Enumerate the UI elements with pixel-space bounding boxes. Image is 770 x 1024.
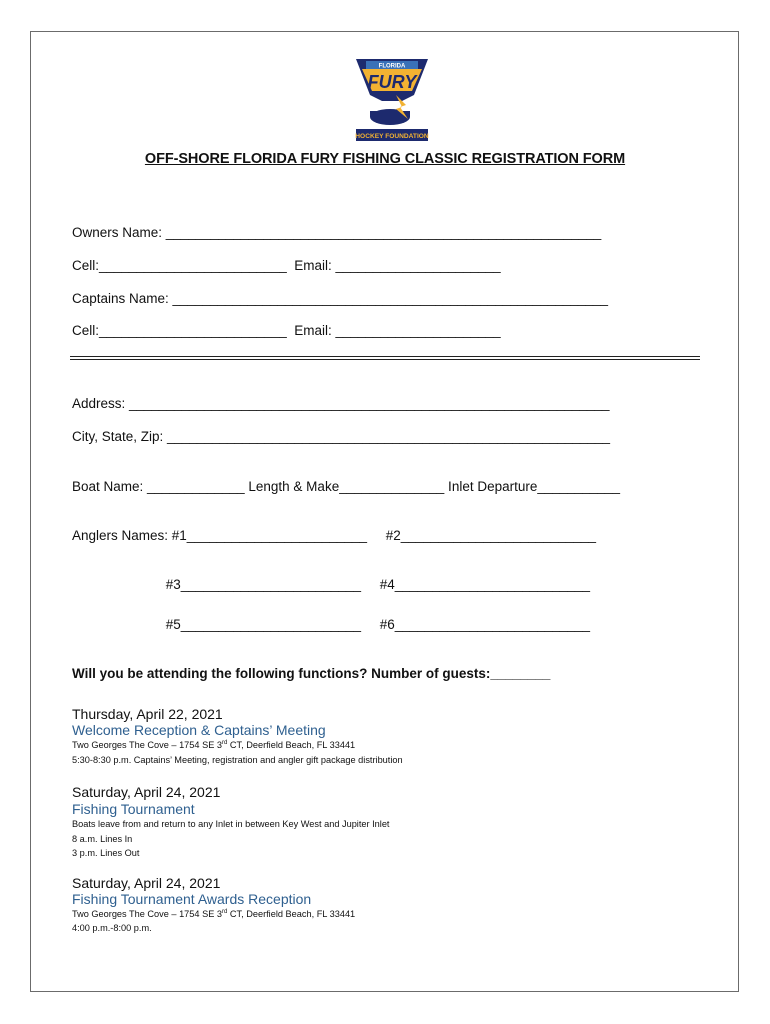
captain-cell-email-field[interactable]: Cell:_________________________ Email: ______________________ <box>72 323 501 338</box>
boat-details-field[interactable]: Boat Name: _____________ Length & Make______________ Inlet Departure___________ <box>72 479 620 494</box>
separator-rule-double <box>70 359 700 360</box>
separator-rule <box>70 356 700 357</box>
event-1-location: Two Georges The Cove – 1754 SE 3rd CT, Deerfield Beach, FL 33441 <box>72 740 356 751</box>
event-1-time: 5:30-8:30 p.m. Captains’ Meeting, registration and angler gift package distribution <box>72 755 403 765</box>
captains-name-field[interactable]: Captains Name: __________________________________________________________ <box>72 291 609 306</box>
anglers-row-2[interactable]: #3________________________ #4__________________________ <box>72 577 590 592</box>
form-title: OFF-SHORE FLORIDA FURY FISHING CLASSIC REGISTRATION FORM <box>144 151 626 167</box>
logo-bottom-text: HOCKEY FOUNDATION <box>355 133 429 140</box>
city-state-zip-field[interactable]: City, State, Zip: ___________________________________________________________ <box>72 429 611 444</box>
functions-question: Will you be attending the following functions? Number of guests:________ <box>72 666 551 681</box>
event-3-name: Fishing Tournament Awards Reception <box>72 891 312 907</box>
owner-cell-email-field[interactable]: Cell:_________________________ Email: ______________________ <box>72 258 501 273</box>
anglers-row-1[interactable]: Anglers Names: #1________________________ #2__________________________ <box>72 528 596 543</box>
anglers-row-3[interactable]: #5________________________ #6__________________________ <box>72 617 590 632</box>
event-2-date: Saturday, April 24, 2021 <box>72 784 221 800</box>
event-3-time: 4:00 p.m.-8:00 p.m. <box>72 923 152 933</box>
logo-top-text: FLORIDA <box>378 63 406 70</box>
address-field[interactable]: Address: ________________________________________________________________ <box>72 396 610 411</box>
florida-fury-logo <box>352 55 432 143</box>
event-3-location: Two Georges The Cove – 1754 SE 3rd CT, Deerfield Beach, FL 33441 <box>72 909 356 920</box>
owners-name-field[interactable]: Owners Name: __________________________________________________________ <box>72 225 602 240</box>
event-1-date: Thursday, April 22, 2021 <box>72 706 223 722</box>
event-2-lines-in: 8 a.m. Lines In <box>72 834 133 844</box>
event-1-name: Welcome Reception & Captains’ Meeting <box>72 722 326 738</box>
event-2-lines-out: 3 p.m. Lines Out <box>72 848 140 858</box>
event-2-detail: Boats leave from and return to any Inlet in between Key West and Jupiter Inlet <box>72 819 390 829</box>
event-2-name: Fishing Tournament <box>72 801 195 817</box>
logo-main-text: FURY <box>367 72 417 92</box>
event-3-date: Saturday, April 24, 2021 <box>72 875 221 891</box>
